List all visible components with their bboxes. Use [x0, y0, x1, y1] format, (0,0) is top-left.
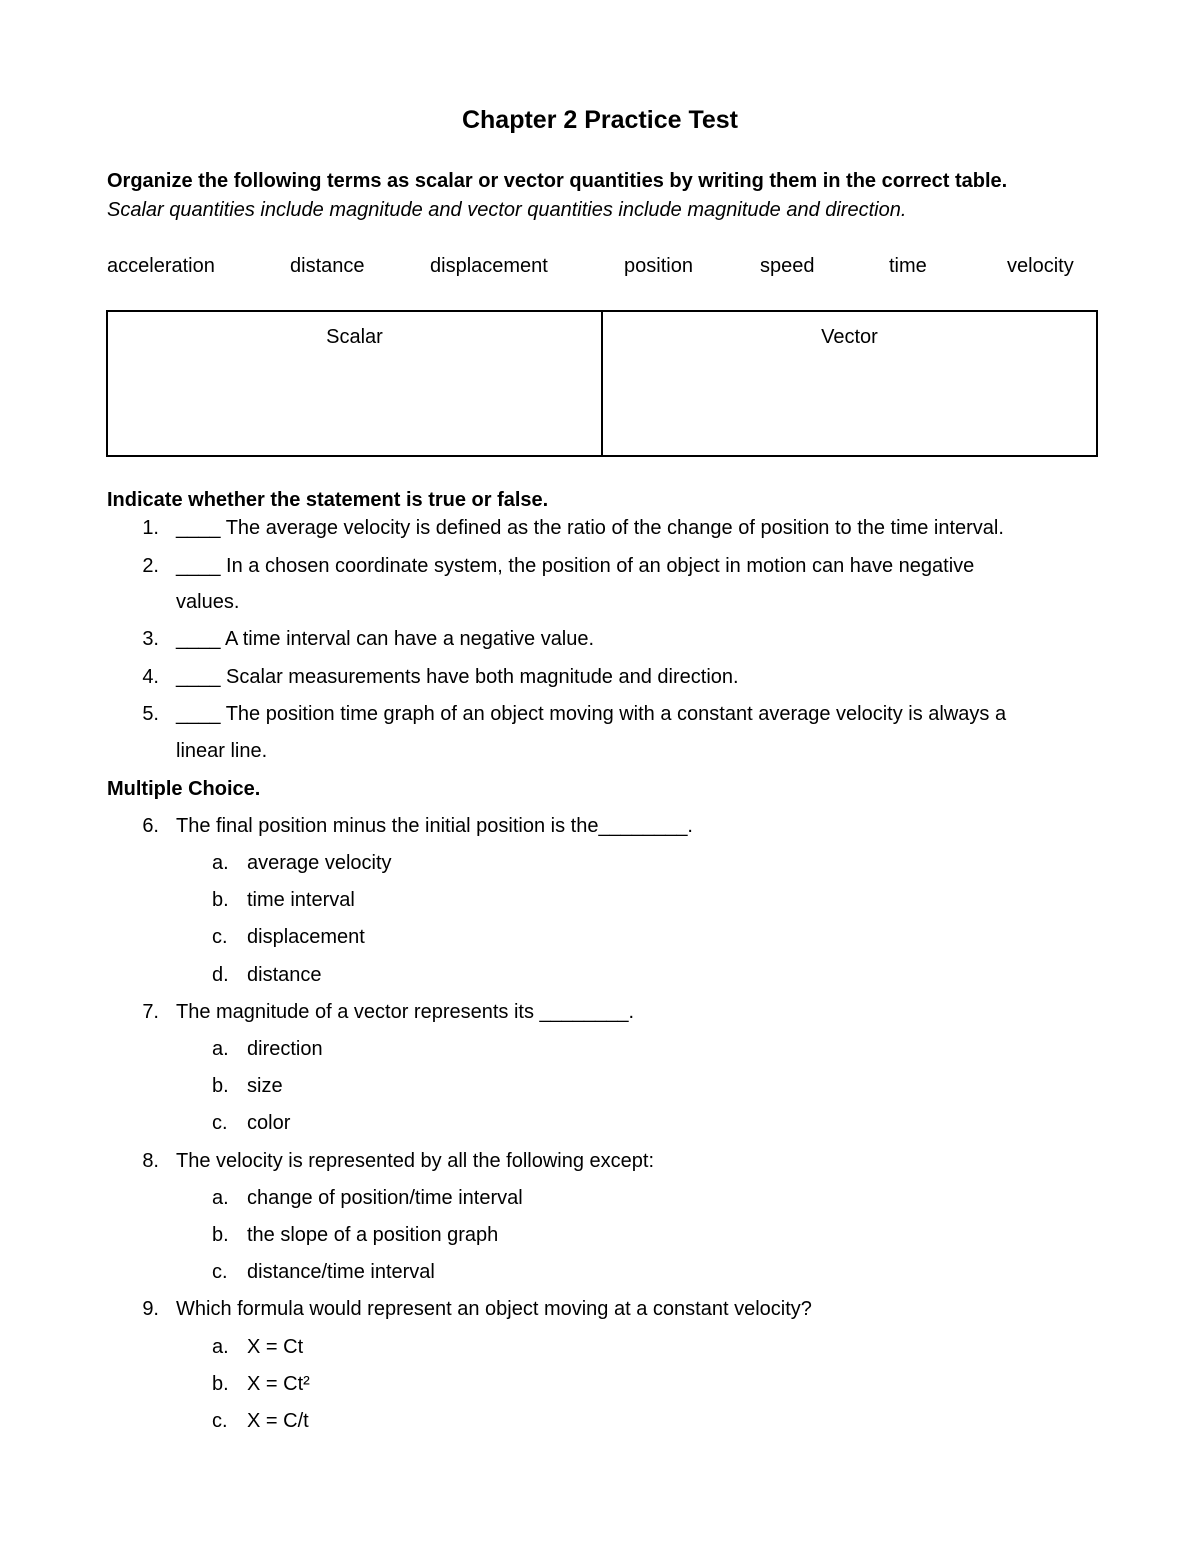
option-text: displacement: [247, 926, 365, 948]
question-number: 6.: [142, 815, 159, 837]
question-number: 8.: [142, 1150, 159, 1172]
tf-statement: ____ The position time graph of an object moving with a constant average velocity is always a: [176, 703, 1007, 725]
question-number: 9.: [142, 1298, 159, 1320]
scalar-vector-table: [106, 310, 1098, 457]
question-number: 3.: [142, 628, 159, 650]
question-number: 5.: [142, 703, 159, 725]
option-text: X = C/t: [247, 1410, 309, 1432]
term: speed: [760, 255, 815, 277]
option-text: X = Ct: [247, 1336, 304, 1358]
tf-statement-cont: values.: [176, 591, 240, 613]
option-letter: b.: [212, 1373, 229, 1395]
option-text: the slope of a position graph: [247, 1224, 499, 1246]
option-text: color: [247, 1112, 291, 1134]
term: time: [889, 255, 927, 277]
option-text: average velocity: [247, 852, 392, 874]
question-number: 2.: [142, 555, 159, 577]
option-text: X = Ct²: [247, 1373, 310, 1395]
term: velocity: [1007, 255, 1074, 277]
option-text: time interval: [247, 889, 355, 911]
question-number: 1.: [142, 517, 159, 539]
option-letter: c.: [212, 926, 228, 948]
instructions-bold: Organize the following terms as scalar or vector quantities by writing them in the correct table.: [107, 170, 1008, 192]
tf-statement: ____ In a chosen coordinate system, the position of an object in motion can have negative: [176, 555, 975, 577]
term: position: [624, 255, 693, 277]
tf-statement: ____ The average velocity is defined as the ratio of the change of position to the time interval.: [176, 517, 1004, 539]
option-text: distance/time interval: [247, 1261, 435, 1283]
tf-statement-cont: linear line.: [176, 740, 268, 762]
option-text: direction: [247, 1038, 323, 1060]
option-letter: c.: [212, 1261, 228, 1283]
option-letter: a.: [212, 852, 229, 874]
table-header-scalar: Scalar: [326, 326, 383, 348]
option-letter: b.: [212, 889, 229, 911]
option-letter: d.: [212, 964, 229, 986]
mc-question: Which formula would represent an object moving at a constant velocity?: [176, 1298, 812, 1320]
page-title: Chapter 2 Practice Test: [461, 106, 739, 134]
option-letter: c.: [212, 1410, 228, 1432]
option-letter: a.: [212, 1336, 229, 1358]
option-letter: b.: [212, 1075, 229, 1097]
option-letter: a.: [212, 1187, 229, 1209]
term: acceleration: [107, 255, 215, 277]
term: displacement: [430, 255, 548, 277]
option-text: change of position/time interval: [247, 1187, 523, 1209]
mc-question: The magnitude of a vector represents its ________.: [176, 1001, 635, 1023]
option-letter: a.: [212, 1038, 229, 1060]
table-header-vector: Vector: [821, 326, 878, 348]
tf-statement: ____ Scalar measurements have both magnitude and direction.: [176, 666, 739, 688]
question-number: 7.: [142, 1001, 159, 1023]
instructions-italic: Scalar quantities include magnitude and vector quantities include magnitude and direction.: [107, 199, 907, 221]
option-text: distance: [247, 964, 322, 986]
mc-heading: Multiple Choice.: [107, 778, 261, 800]
mc-question: The velocity is represented by all the following except:: [176, 1150, 655, 1172]
term: distance: [290, 255, 365, 277]
tf-heading: Indicate whether the statement is true or false.: [107, 489, 549, 511]
question-number: 4.: [142, 666, 159, 688]
option-text: size: [247, 1075, 283, 1097]
mc-question: The final position minus the initial position is the________.: [176, 815, 693, 837]
tf-statement: ____ A time interval can have a negative value.: [176, 628, 595, 650]
option-letter: c.: [212, 1112, 228, 1134]
option-letter: b.: [212, 1224, 229, 1246]
